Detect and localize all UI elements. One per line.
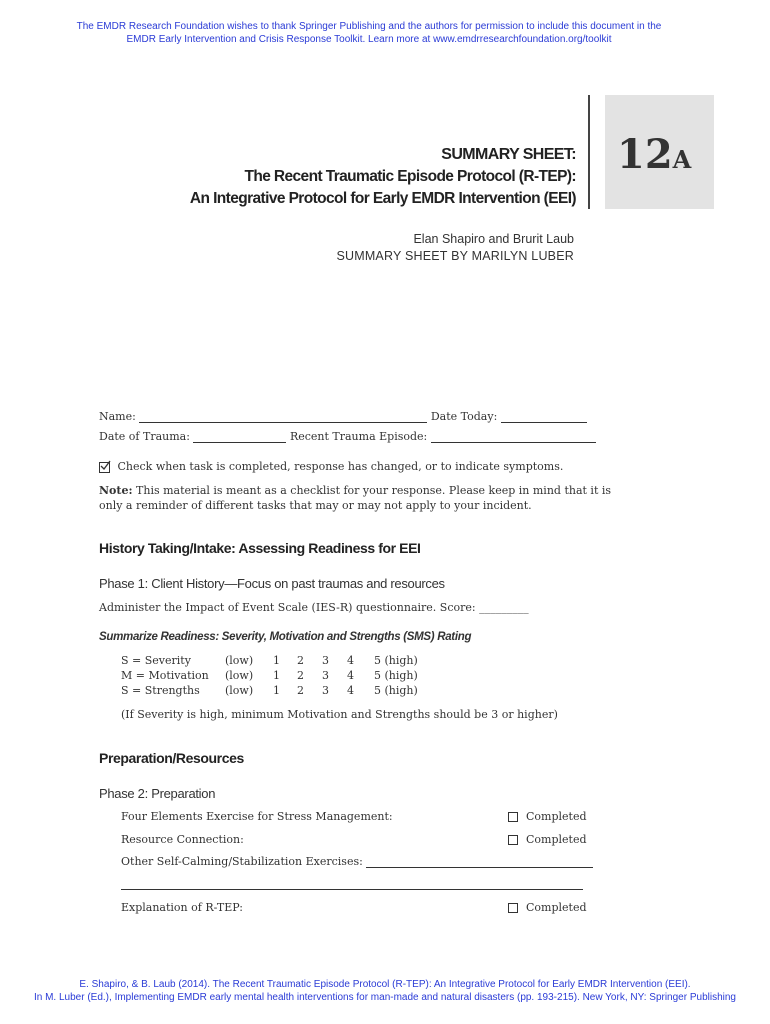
chapter-number: 12 (617, 131, 673, 178)
sms-3[interactable]: 3 (322, 669, 329, 682)
section-history-heading: History Taking/Intake: Assessing Readiness for EEI (99, 540, 421, 556)
note-line-1: This material is meant as a checklist for your response. Please keep in mind that it is (132, 484, 612, 497)
chapter-box (605, 95, 714, 209)
summary-by: SUMMARY SHEET BY MARILYN LUBER (336, 249, 574, 263)
other-exercises-input-line-2[interactable] (121, 889, 583, 890)
sms-2[interactable]: 2 (297, 684, 304, 697)
sms-5-high[interactable]: 5 (high) (374, 654, 418, 667)
date-of-trauma-input-line[interactable] (193, 430, 286, 443)
name-field-row (99, 410, 587, 423)
trauma-field-row (99, 430, 596, 443)
resource-connection-completed[interactable] (508, 833, 587, 846)
sms-1[interactable]: 1 (273, 684, 280, 697)
citation (0, 979, 770, 1003)
sms-5-high[interactable]: 5 (high) (374, 684, 418, 697)
sms-low: (low) (225, 669, 254, 682)
completed-label: Completed (526, 901, 587, 914)
recent-episode-input-line[interactable] (431, 430, 596, 443)
four-elements-completed[interactable] (508, 810, 587, 823)
sms-1[interactable]: 1 (273, 669, 280, 682)
date-today-input-line[interactable] (501, 410, 587, 423)
sms-3[interactable]: 3 (322, 684, 329, 697)
name-label: Name: (99, 410, 136, 423)
phase-1-heading: Phase 1: Client History—Focus on past traumas and resources (99, 576, 445, 591)
note-paragraph (99, 484, 611, 512)
checkbox-icon[interactable] (508, 903, 518, 913)
permission-notice (0, 21, 738, 45)
authors: Elan Shapiro and Brurit Laub (413, 232, 574, 246)
sms-5-high[interactable]: 5 (high) (374, 669, 418, 682)
date-today-label: Date Today: (430, 410, 498, 423)
checkbox-icon[interactable] (508, 835, 518, 845)
sms-heading: Summarize Readiness: Severity, Motivation and Strengths (SMS) Rating (99, 631, 472, 643)
completed-label: Completed (526, 810, 587, 823)
title-divider (588, 95, 590, 209)
phase-2-heading: Phase 2: Preparation (99, 786, 216, 801)
checked-box-icon (99, 462, 110, 473)
title-line-2: The Recent Traumatic Episode Protocol (R-TEP): (244, 168, 576, 185)
ies-instruction: Administer the Impact of Event Scale (IES-R) questionnaire. Score: _________ (99, 601, 529, 614)
sms-2[interactable]: 2 (297, 669, 304, 682)
recent-episode-label: Recent Trauma Episode: (289, 430, 428, 443)
sms-4[interactable]: 4 (347, 669, 354, 682)
other-exercises-row (121, 855, 593, 868)
four-elements-label: Four Elements Exercise for Stress Management: (121, 810, 393, 823)
section-preparation-heading: Preparation/Resources (99, 750, 244, 766)
completed-label: Completed (526, 833, 587, 846)
checkbox-icon[interactable] (508, 812, 518, 822)
other-exercises-label: Other Self-Calming/Stabilization Exercises: (121, 855, 363, 868)
sms-note: (If Severity is high, minimum Motivation and Strengths should be 3 or higher) (121, 708, 558, 721)
check-note-text: Check when task is completed, response has changed, or to indicate symptoms. (117, 460, 564, 473)
sms-low: (low) (225, 654, 254, 667)
permission-line-1: The EMDR Research Foundation wishes to thank Springer Publishing and the authors for permission to include this document in the (76, 21, 662, 32)
title-line-3: An Integrative Protocol for Early EMDR Intervention (EEI) (189, 190, 576, 207)
resource-connection-label: Resource Connection: (121, 833, 244, 846)
sms-row-label: S = Strengths (121, 684, 200, 697)
name-input-line[interactable] (139, 410, 427, 423)
check-note (99, 460, 563, 473)
title-block (100, 146, 576, 216)
explanation-label: Explanation of R-TEP: (121, 901, 244, 914)
note-line-2: only a reminder of different tasks that may or may not apply to your incident. (99, 499, 532, 512)
sms-low: (low) (225, 684, 254, 697)
sms-1[interactable]: 1 (273, 654, 280, 667)
note-label: Note: (99, 484, 133, 497)
citation-line-1: E. Shapiro, & B. Laub (2014). The Recent Traumatic Episode Protocol (R-TEP): An Integrative Protocol for Early EMDR Intervention (EEI). (79, 979, 691, 990)
citation-line-2: In M. Luber (Ed.), Implementing EMDR early mental health interventions for man-made and natural disasters (pp. 193-215). New York, NY: Springer Publishing (33, 992, 736, 1003)
sms-2[interactable]: 2 (297, 654, 304, 667)
title-line-1: SUMMARY SHEET: (441, 146, 576, 163)
permission-line-2: EMDR Early Intervention and Crisis Response Toolkit. Learn more at www.emdrresearchfoundation.org/toolkit (126, 34, 612, 45)
date-of-trauma-label: Date of Trauma: (99, 430, 190, 443)
explanation-completed[interactable] (508, 901, 587, 914)
sms-row-label: M = Motivation (121, 669, 209, 682)
sms-4[interactable]: 4 (347, 654, 354, 667)
other-exercises-input-line[interactable] (366, 855, 593, 868)
chapter-letter: A (672, 145, 692, 174)
sms-row-label: S = Severity (121, 654, 191, 667)
sms-3[interactable]: 3 (322, 654, 329, 667)
sms-4[interactable]: 4 (347, 684, 354, 697)
